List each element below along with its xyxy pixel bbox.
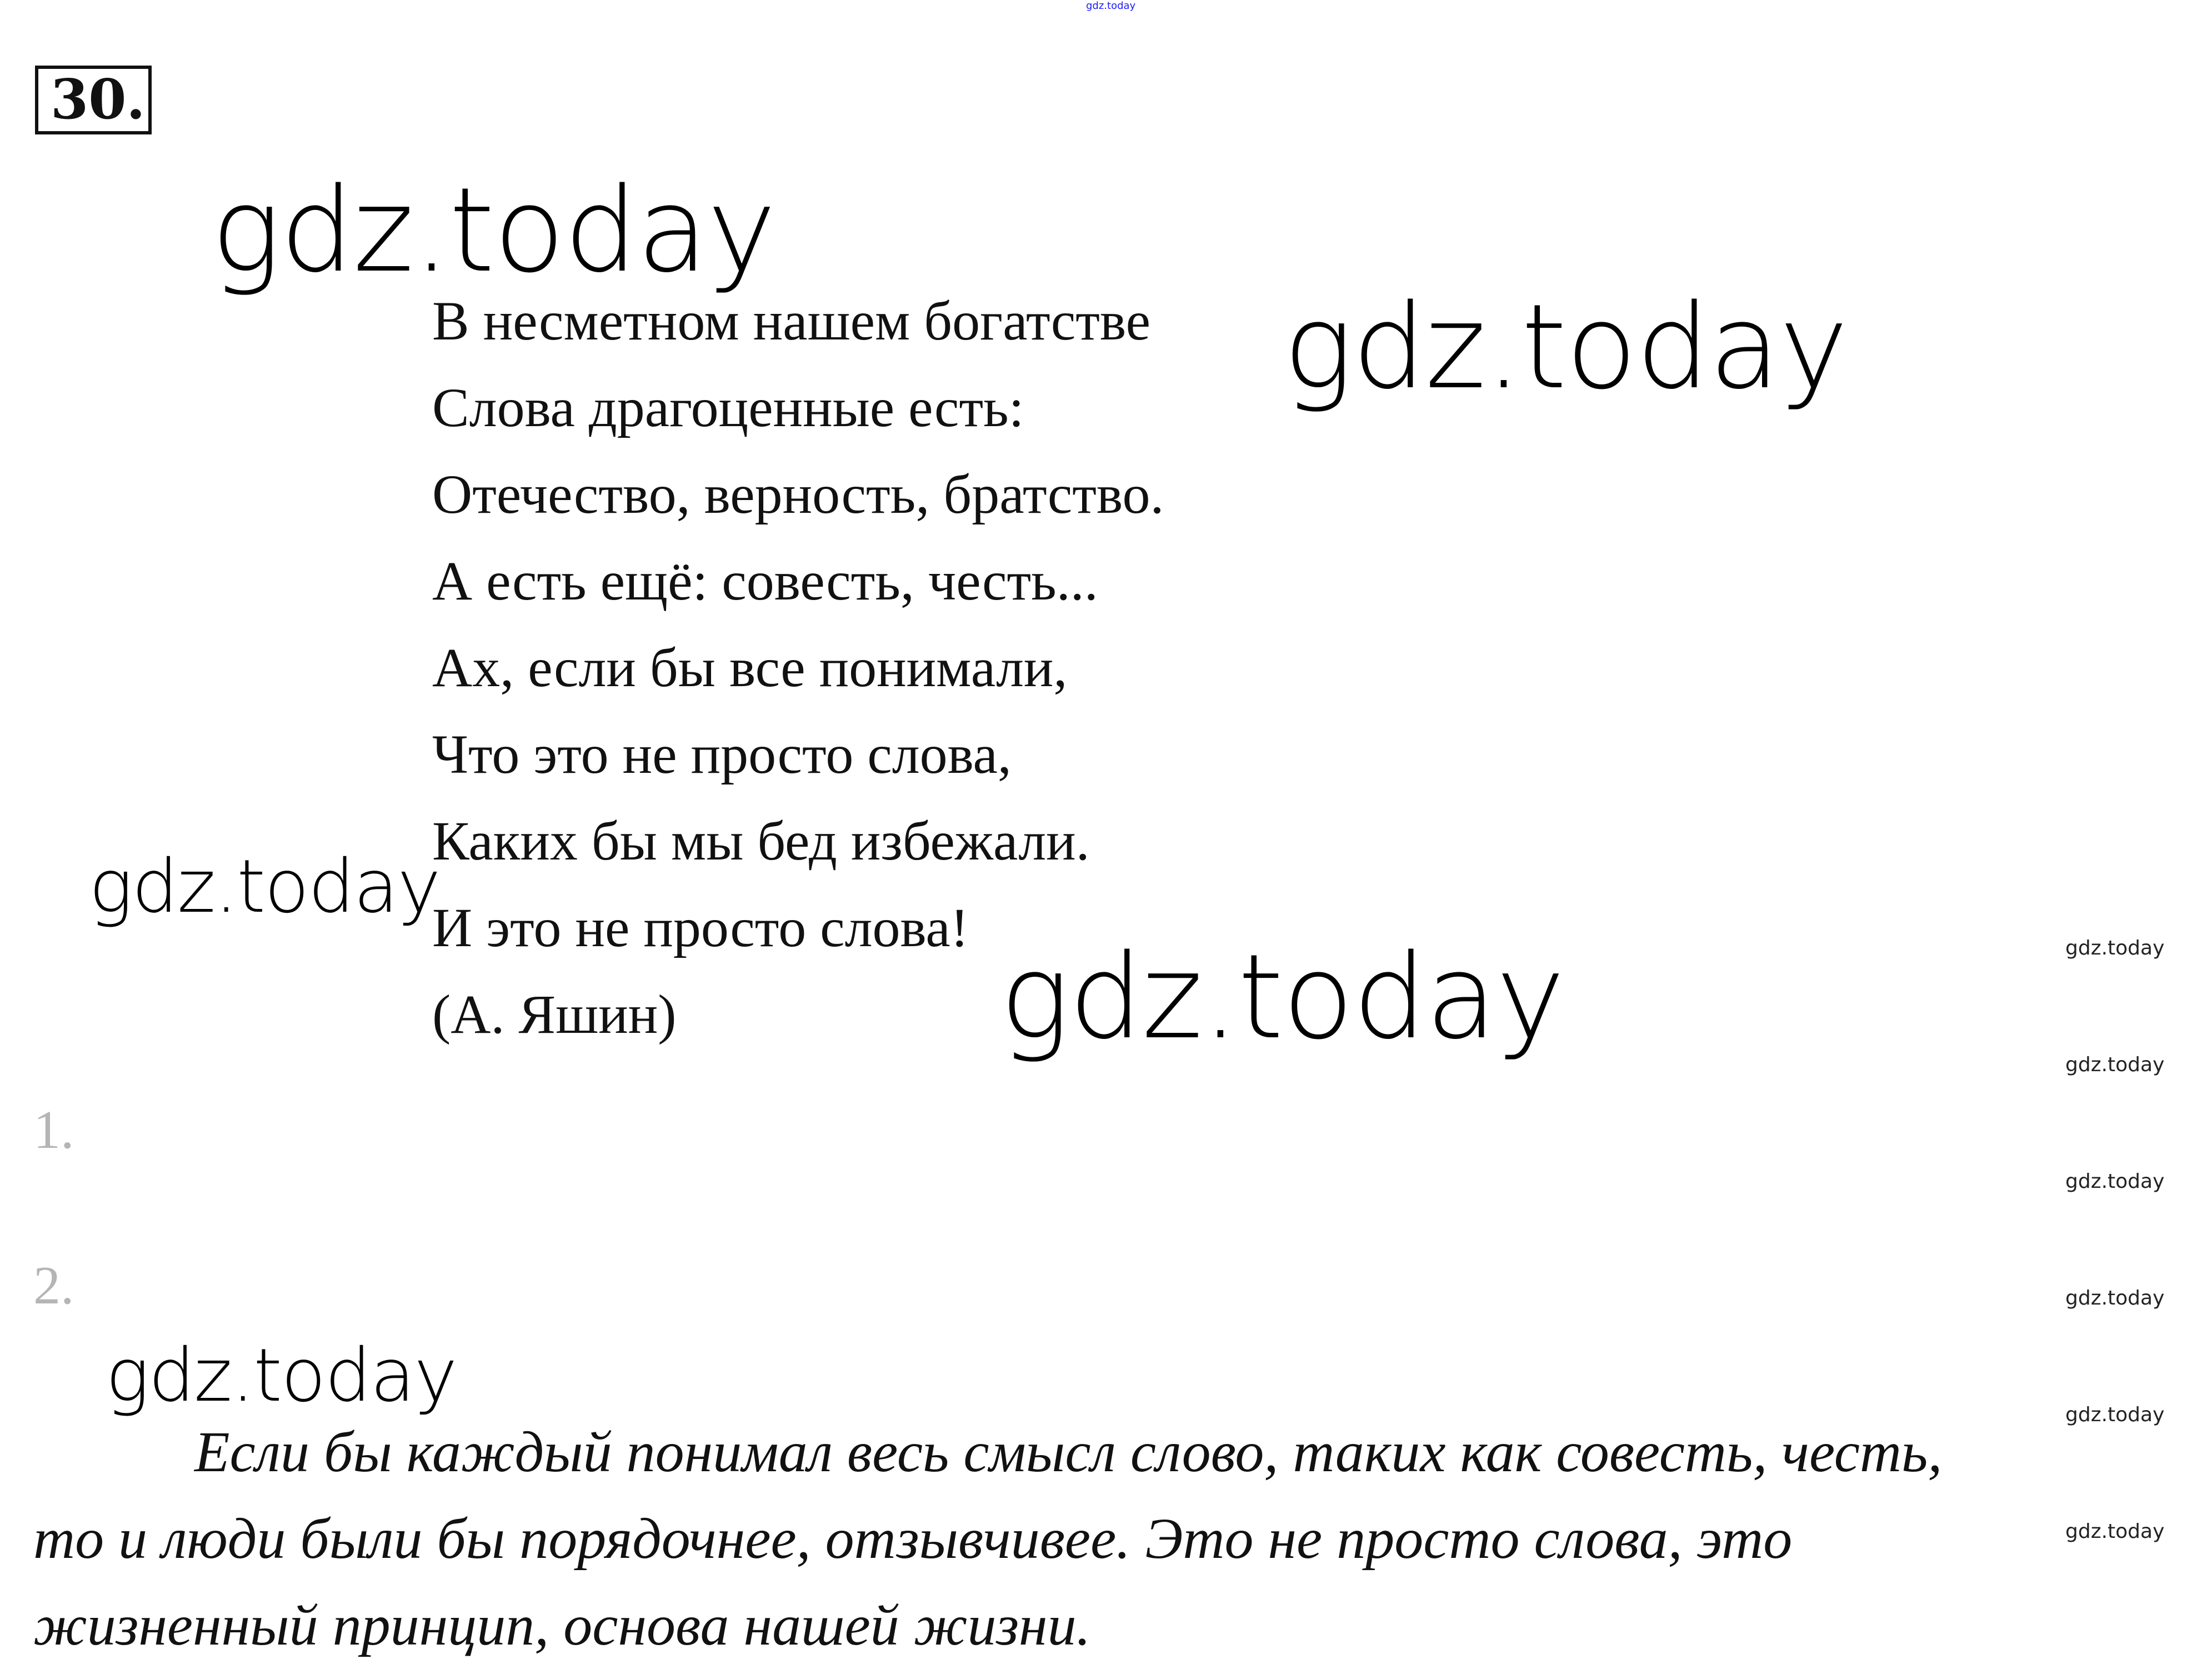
poem-line: А есть ещё: совесть, честь... bbox=[432, 550, 1098, 612]
exercise-number: 30. bbox=[35, 66, 152, 134]
poem-line: Отечество, верность, братство. bbox=[432, 463, 1164, 525]
side-watermark: gdz.today bbox=[2065, 1520, 2165, 1543]
answer-paragraph bbox=[33, 1409, 2189, 1669]
poem bbox=[432, 278, 1164, 1058]
watermark-large: gdz.today bbox=[106, 1333, 457, 1418]
watermark-large: gdz.today bbox=[89, 844, 440, 930]
poem-author: (А. Яшин) bbox=[432, 983, 677, 1045]
answer-line: жизненный принцип, основа нашей жизни. bbox=[33, 1593, 1091, 1657]
watermark-large: gdz.today bbox=[1283, 279, 1848, 415]
side-watermark: gdz.today bbox=[2065, 1053, 2165, 1076]
item-number-1: 1. bbox=[33, 1100, 74, 1160]
side-watermark: gdz.today bbox=[2065, 1170, 2165, 1193]
item-number-2: 2. bbox=[33, 1256, 74, 1316]
answer-line: Если бы каждый понимал весь смысл слово, таких как совесть, честь, bbox=[194, 1420, 1943, 1484]
poem-line: Что это не просто слова, bbox=[432, 723, 1012, 785]
side-watermark: gdz.today bbox=[2065, 937, 2165, 960]
watermark-large: gdz.today bbox=[1000, 929, 1564, 1065]
top-watermark: gdz.today bbox=[1086, 0, 1136, 12]
poem-line: В несметном нашем богатстве bbox=[432, 290, 1151, 352]
poem-line: Ах, если бы все понимали, bbox=[432, 637, 1068, 698]
side-watermark: gdz.today bbox=[2065, 1287, 2165, 1310]
poem-line: Слова драгоценные есть: bbox=[432, 377, 1024, 438]
side-watermark: gdz.today bbox=[2065, 1403, 2165, 1426]
answer-line: то и люди были бы порядочнее, отзывчивее. Это не просто слова, это bbox=[33, 1507, 1793, 1571]
poem-line: И это не просто слова! bbox=[432, 897, 969, 958]
watermark-large: gdz.today bbox=[211, 162, 775, 298]
poem-line: Каких бы мы бед избежали. bbox=[432, 810, 1090, 872]
